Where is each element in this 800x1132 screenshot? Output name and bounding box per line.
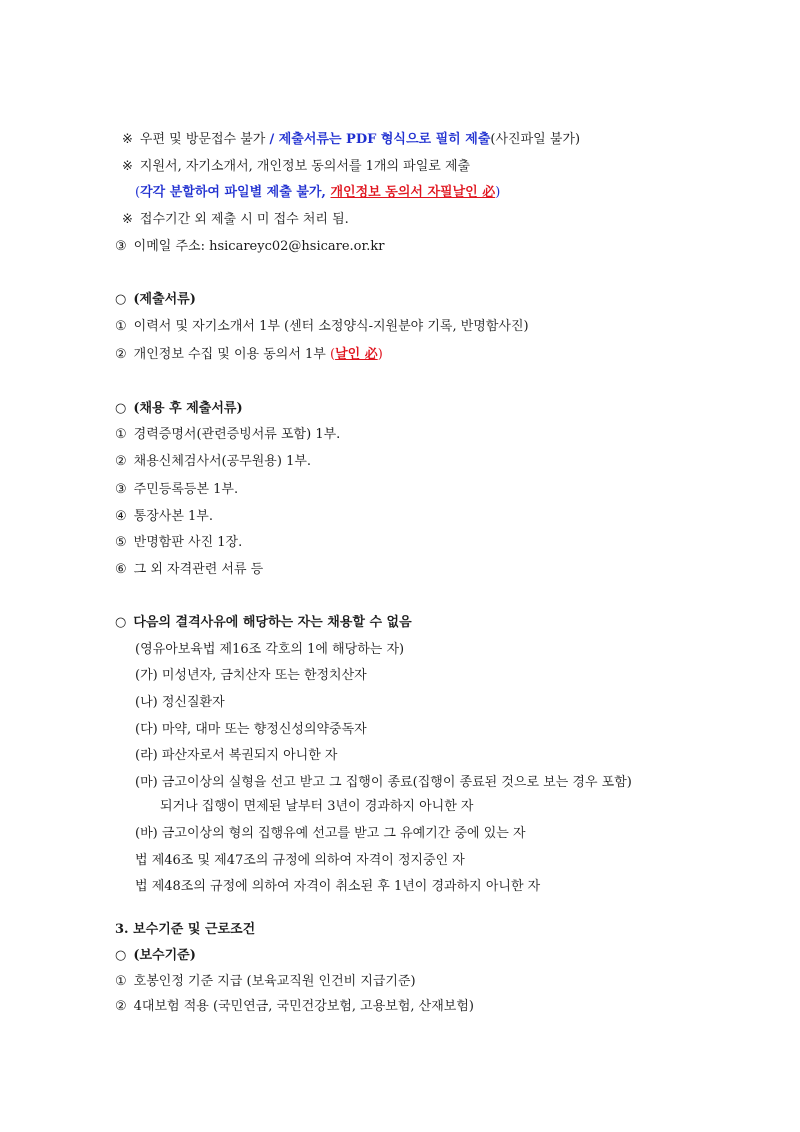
paren-open: (	[135, 185, 141, 200]
heading-text: (채용 후 제출서류)	[133, 401, 243, 416]
disqualification-line: 되거나 집행이 면제된 날부터 3년이 경과하지 아니한 자	[160, 799, 474, 814]
reference-mark: ※	[122, 159, 133, 174]
no-split-emphasis: 각각 분할하여 파일별 제출 불가,	[140, 185, 331, 200]
paren-open: (	[329, 347, 336, 362]
paren-close: )	[377, 347, 383, 362]
circled-number: ③	[115, 482, 127, 497]
circle-bullet: ○	[115, 401, 127, 416]
list-item	[115, 508, 213, 526]
circle-bullet: ○	[115, 948, 127, 963]
circled-number: ①	[115, 974, 127, 989]
list-item	[115, 561, 263, 579]
circled-number: ⑤	[115, 535, 127, 550]
circled-number: ⑥	[115, 562, 127, 577]
circled-number: ②	[115, 454, 127, 469]
list-item	[115, 453, 311, 471]
note-text: 지원서, 자기소개서, 개인정보 동의서를 1개의 파일로 제출	[139, 159, 471, 174]
item-text: 4대보험 적용 (국민연금, 국민건강보험, 고용보험, 산재보험)	[133, 999, 474, 1014]
circled-number: ④	[115, 509, 127, 524]
item-text: 통장사본 1부.	[133, 509, 213, 524]
disqualification-line: (마) 금고이상의 실형을 선고 받고 그 집행이 종료(집행이 종료된 것으로 보는 경우 포함)	[135, 775, 632, 790]
note-text: 접수기간 외 제출 시 미 접수 처리 됨.	[139, 212, 349, 227]
disqualification-line: 법 제48조의 규정에 의하여 자격이 취소된 후 1년이 경과하지 아니한 자	[135, 879, 541, 894]
section-3-title: 3. 보수기준 및 근로조건	[115, 922, 256, 937]
seal-required-emphasis: 날인 必	[335, 347, 378, 362]
item-text: 채용신체검사서(공무원용) 1부.	[133, 454, 312, 469]
pay-standard-heading	[115, 947, 196, 965]
disqualification-line: (영유아보육법 제16조 각호의 1에 해당하는 자)	[135, 642, 405, 657]
list-item	[115, 426, 340, 444]
item-text: 반명함판 사진 1장.	[133, 535, 243, 550]
circled-number: ③	[115, 239, 127, 254]
disqualification-line: (나) 정신질환자	[135, 695, 225, 710]
note-text-tail: (사진파일 불가)	[490, 132, 581, 147]
reference-mark: ※	[122, 212, 133, 227]
list-item	[115, 481, 238, 499]
item-text: 이력서 및 자기소개서 1부 (센터 소정양식-지원분야 기록, 반명함사진)	[133, 319, 529, 334]
after-hire-heading	[115, 400, 243, 418]
list-item	[115, 998, 474, 1016]
disqualification-heading	[115, 614, 412, 632]
item-text: 호봉인정 기준 지급 (보육교직원 인건비 지급기준)	[133, 974, 416, 989]
signature-required-emphasis: 개인정보 동의서 자필날인 必	[330, 185, 496, 200]
item-text: 경력증명서(관련증빙서류 포함) 1부.	[133, 427, 341, 442]
pdf-requirement-emphasis: / 제출서류는 PDF 형식으로 필히 제출	[269, 132, 491, 147]
list-item	[115, 534, 242, 552]
submit-docs-item-1	[115, 318, 529, 336]
circled-number: ①	[115, 427, 127, 442]
heading-text: (제출서류)	[133, 292, 196, 307]
disqualification-line: (라) 파산자로서 복권되지 아니한 자	[135, 748, 338, 763]
circled-number: ②	[115, 999, 127, 1014]
note-single-file-detail	[135, 184, 500, 202]
note-deadline	[122, 211, 349, 229]
email-text: 이메일 주소: hsicareyc02@hsicare.or.kr	[133, 239, 385, 254]
item-text: 주민등록등본 1부.	[133, 482, 239, 497]
submit-docs-heading	[115, 291, 196, 309]
note-single-file	[122, 158, 470, 176]
disqualification-line: 법 제46조 및 제47조의 규정에 의하여 자격이 정지중인 자	[135, 853, 465, 868]
item-text: 그 외 자격관련 서류 등	[133, 562, 264, 577]
reference-mark: ※	[122, 132, 133, 147]
disqualification-line: (가) 미성년자, 금치산자 또는 한정치산자	[135, 668, 367, 683]
circled-number: ②	[115, 347, 127, 362]
item-text: 개인정보 수집 및 이용 동의서 1부	[133, 347, 330, 362]
heading-text: 다음의 결격사유에 해당하는 자는 채용할 수 없음	[133, 615, 412, 630]
submit-docs-item-2	[115, 346, 383, 364]
disqualification-line: (바) 금고이상의 형의 집행유예 선고를 받고 그 유예기간 중에 있는 자	[135, 826, 526, 841]
circle-bullet: ○	[115, 292, 127, 307]
email-line	[115, 238, 385, 256]
note-text: 우편 및 방문접수 불가	[139, 132, 270, 147]
circle-bullet: ○	[115, 615, 127, 630]
list-item	[115, 973, 416, 991]
disqualification-line: (다) 마약, 대마 또는 향정신성의약중독자	[135, 722, 367, 737]
heading-text: (보수기준)	[133, 948, 196, 963]
paren-close: )	[495, 185, 501, 200]
circled-number: ①	[115, 319, 127, 334]
note-no-mail-pdf-only	[122, 131, 580, 149]
